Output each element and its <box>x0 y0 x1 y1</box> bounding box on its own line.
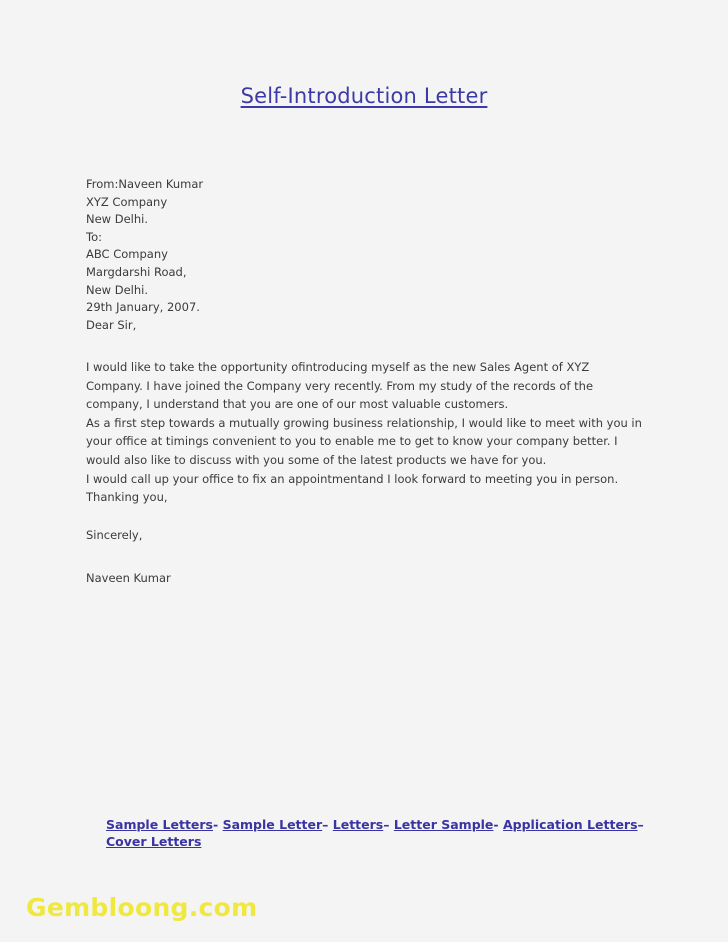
footer-link-application-letters[interactable]: Application Letters <box>502 817 638 832</box>
address-line: XYZ Company <box>86 194 168 209</box>
address-line: Margdarshi Road, <box>86 264 187 279</box>
footer-link-letter-sample[interactable]: Letter Sample <box>393 817 494 832</box>
signature-name: Naveen Kumar <box>86 571 171 585</box>
address-line: ABC Company <box>86 247 168 262</box>
footer-link-letters[interactable]: Letters <box>332 817 384 832</box>
body-paragraph: I would like to take the opportunity ofintroducing myself as the new Sales Agent of XYZ Company. I have joined the Company very recently. From my study of the records of the company, I understand that you are one of our most valuable customers. <box>86 360 594 412</box>
body-paragraph: Thanking you, <box>86 490 168 505</box>
closing-salutation: Sincerely, <box>86 528 143 542</box>
footer-link-list <box>106 816 646 850</box>
footer-link-sample-letter[interactable]: Sample Letter <box>222 817 323 832</box>
footer-link-cover-letters[interactable]: Cover Letters <box>106 834 202 849</box>
address-line: 29th January, 2007. <box>86 300 200 315</box>
address-line: Dear Sir, <box>86 317 137 332</box>
address-line: To: <box>86 229 102 244</box>
footer-separator: – <box>637 817 644 832</box>
footer-separator: - <box>213 817 219 832</box>
body-paragraph: I would call up your office to fix an appointmentand I look forward to meeting you in person. <box>86 471 619 486</box>
address-line: From:Naveen Kumar <box>86 177 204 191</box>
address-line: New Delhi. <box>86 282 149 297</box>
page-title-container <box>0 84 728 108</box>
footer-link-sample-letters[interactable]: Sample Letters <box>106 817 214 832</box>
watermark: Gembloong.com <box>26 893 258 922</box>
body-paragraph: As a first step towards a mutually growing business relationship, I would like to meet with you in your office at timings convenient to you to enable me to get to know your company better. I would also like to discuss with you some of the latest products we have for you. <box>86 415 642 467</box>
letter-body <box>86 358 642 507</box>
page-title: Self-Introduction Letter <box>240 84 488 108</box>
footer-separator: - <box>493 817 499 832</box>
address-block <box>86 176 203 334</box>
footer-separator: – <box>383 817 390 832</box>
footer-separator: – <box>322 817 329 832</box>
address-line: New Delhi. <box>86 212 149 227</box>
